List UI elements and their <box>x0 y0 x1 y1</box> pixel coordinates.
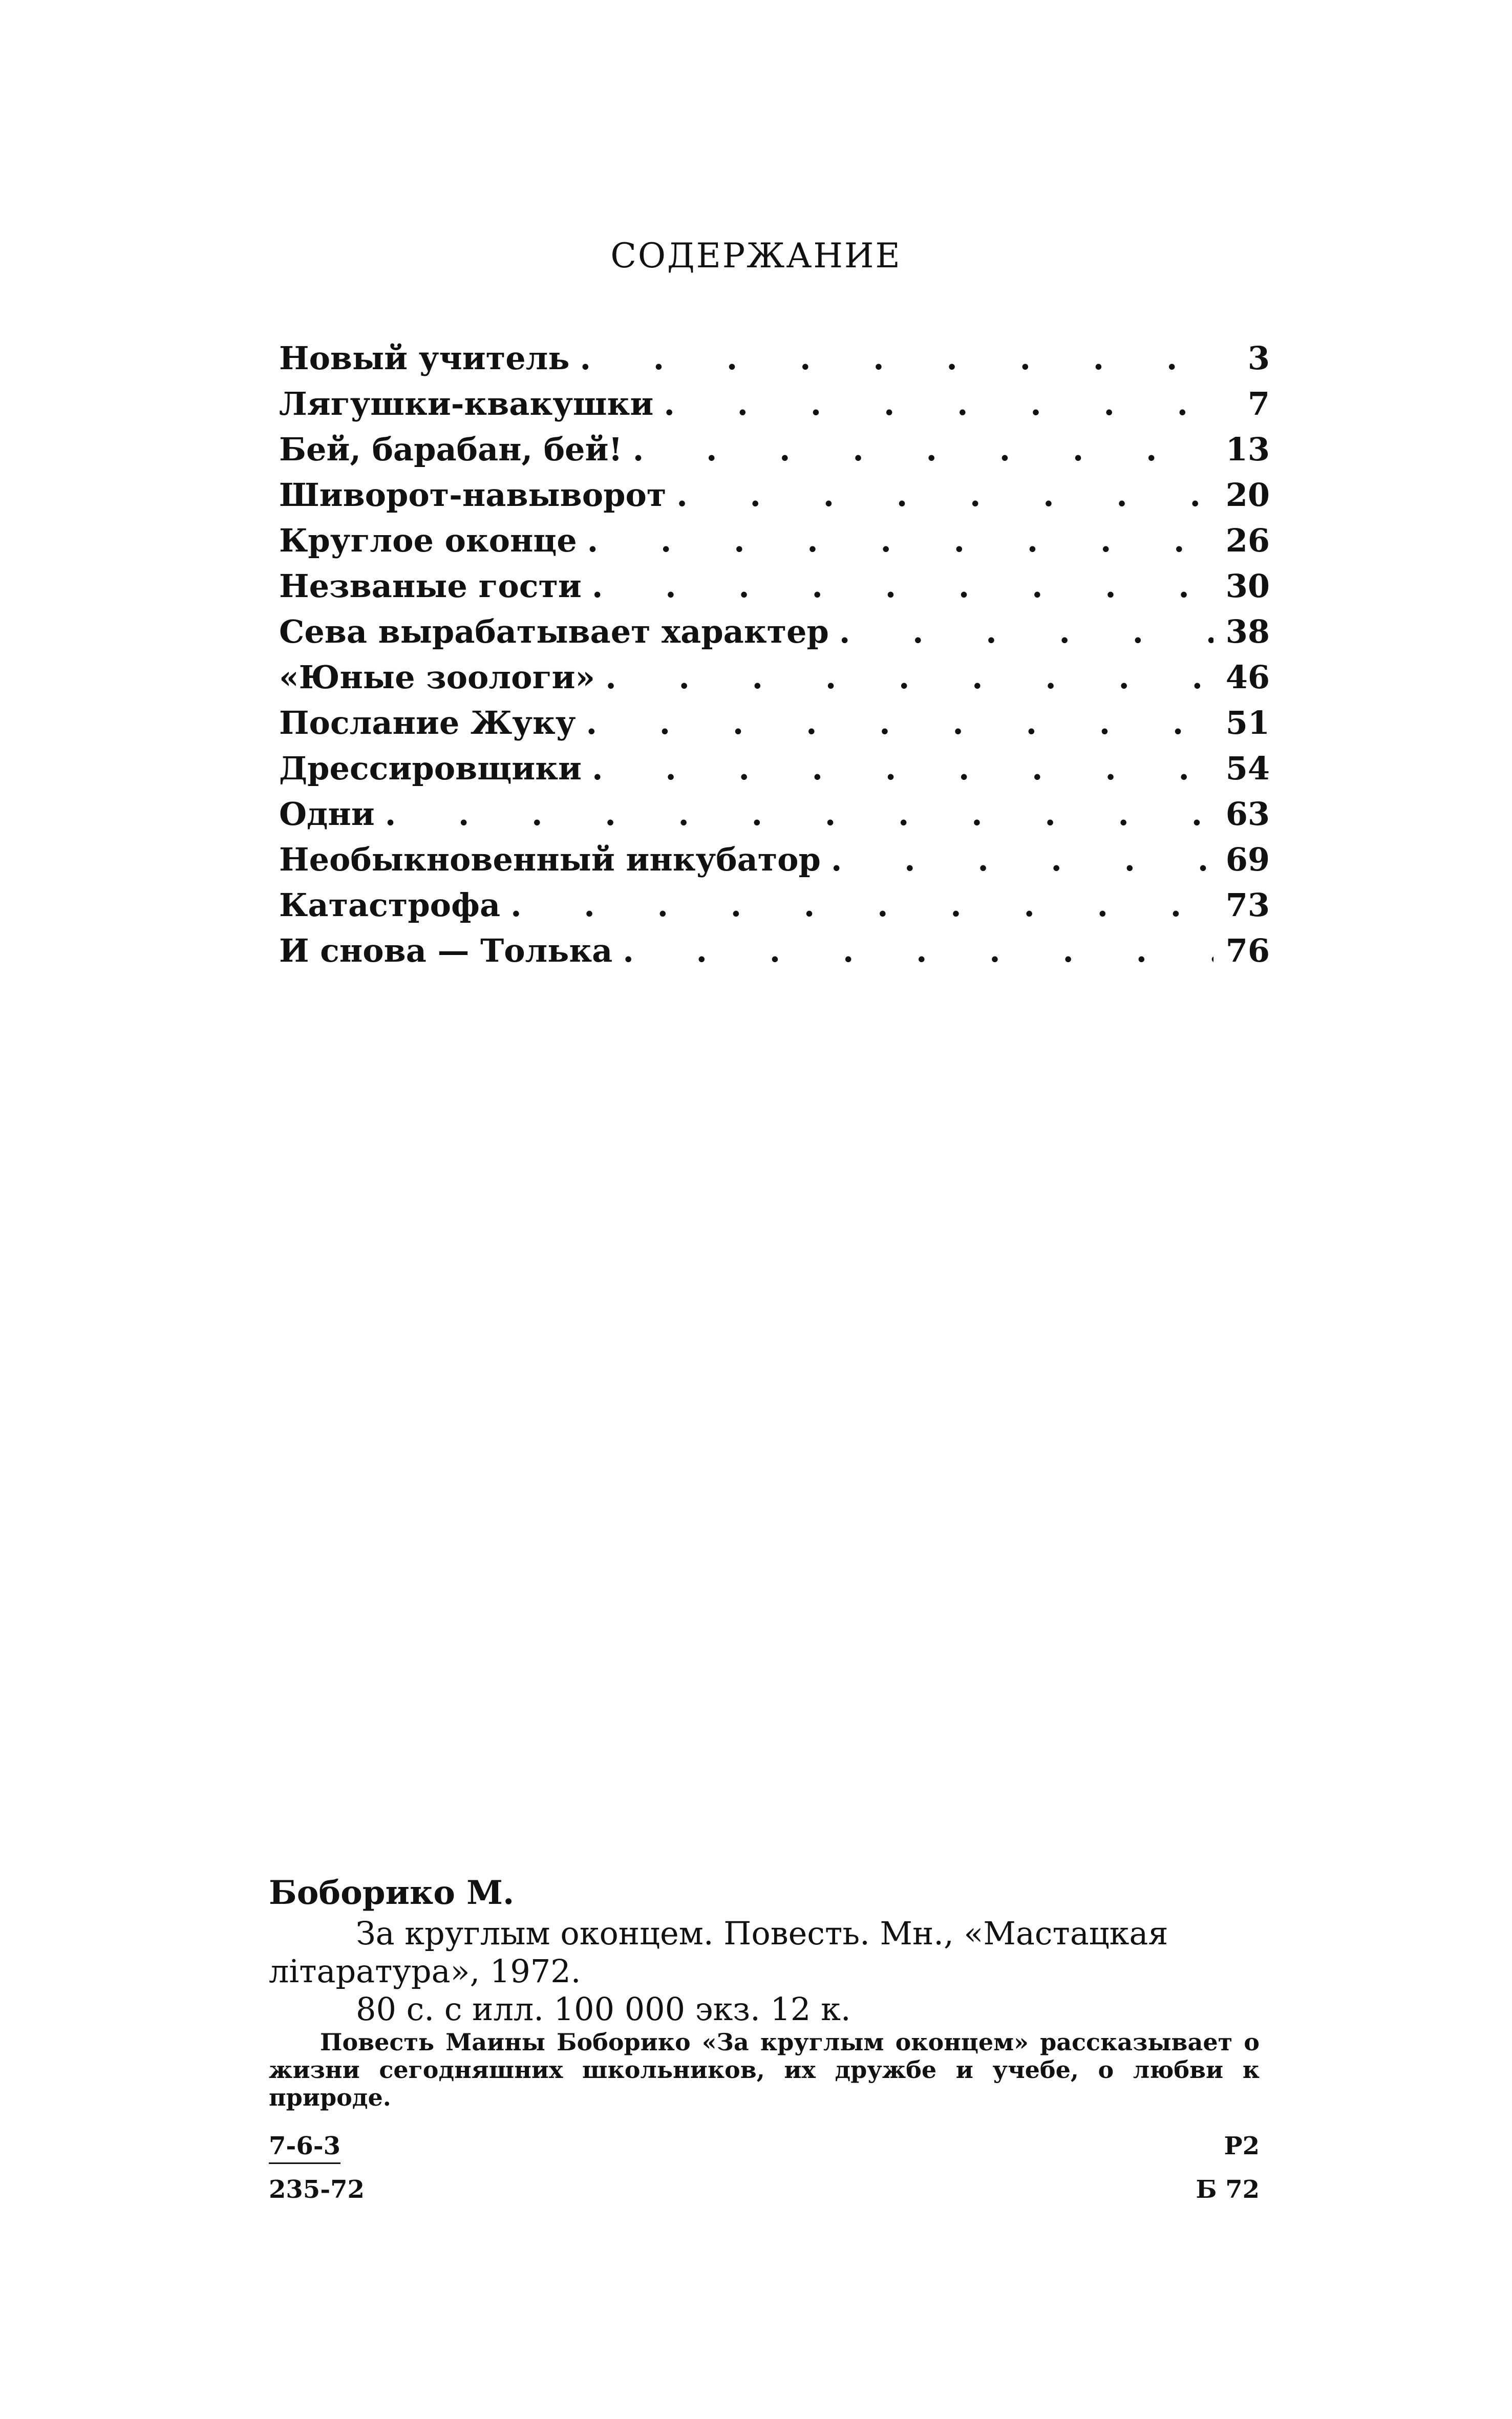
toc-entry-title: Послание Жуку <box>279 700 586 746</box>
toc-entry-page: 20 <box>1225 476 1270 514</box>
catalog-card <box>269 1872 1260 2209</box>
toc-entry-page: 13 <box>1225 431 1270 468</box>
dot-leader <box>623 928 1213 973</box>
toc-entry[interactable] <box>279 563 1270 609</box>
author-mark: Б 72 <box>1196 2175 1260 2204</box>
toc-heading: СОДЕРЖАНИЕ <box>610 236 902 275</box>
catalog-author: Боборико М. <box>269 1874 515 1912</box>
toc-entry[interactable] <box>279 791 1270 837</box>
toc-entry-page: 46 <box>1225 659 1270 696</box>
dot-leader <box>586 700 1213 746</box>
toc-entry-title: Бей, барабан, бей! <box>279 427 633 472</box>
catalog-title-line-2: літаратура», 1972. <box>269 1953 581 1990</box>
toc-entry[interactable] <box>279 427 1270 472</box>
catalog-physical-description: 80 с. с илл. 100 000 экз. 12 к. <box>356 1990 851 2028</box>
toc-entry[interactable] <box>279 928 1270 973</box>
toc-entry-page: 30 <box>1225 567 1270 605</box>
toc-entry-title: Новый учитель <box>279 335 580 381</box>
toc-entry-title: Лягушки-квакушки <box>279 381 664 427</box>
toc-entry[interactable] <box>279 472 1270 518</box>
catalog-codes <box>269 2132 1260 2209</box>
dot-leader <box>676 472 1213 518</box>
toc-entry-title: Катастрофа <box>279 882 510 928</box>
toc-entry-page: 63 <box>1225 795 1270 833</box>
toc-entry-page: 54 <box>1225 750 1270 787</box>
toc-entry-page: 26 <box>1225 522 1270 559</box>
toc-entry-page: 7 <box>1247 385 1270 422</box>
catalog-annotation: Повесть Маины Боборико «За круглым оконцем» рассказывает о жизни сегодняшних школьников, их дружбе и учебе, о любви к природе. <box>269 2028 1260 2111</box>
toc-entry-title: И снова — Толька <box>279 928 623 973</box>
dot-leader <box>592 563 1213 609</box>
toc-entry-title: Одни <box>279 791 385 837</box>
toc-entry-title: «Юные зоологи» <box>279 654 605 700</box>
toc-entry-page: 3 <box>1247 339 1270 377</box>
classification-code: 7-6-3 <box>269 2132 340 2164</box>
dot-leader <box>839 609 1213 654</box>
catalog-title-line-1: За круглым оконцем. Повесть. Мн., «Мастацкая <box>356 1915 1168 1952</box>
toc-entry-page: 73 <box>1225 886 1270 924</box>
order-number: 235-72 <box>269 2175 365 2204</box>
toc-entry[interactable] <box>279 609 1270 654</box>
dot-leader <box>605 654 1213 700</box>
toc-entry[interactable] <box>279 700 1270 746</box>
dot-leader <box>510 882 1213 928</box>
toc-entry[interactable] <box>279 381 1270 427</box>
toc-entry-title: Дрессировщики <box>279 746 592 791</box>
toc-entry-page: 38 <box>1225 613 1270 650</box>
toc-entry[interactable] <box>279 335 1270 381</box>
toc-entry-page: 51 <box>1225 704 1270 741</box>
toc-entry[interactable] <box>279 746 1270 791</box>
toc-entry[interactable] <box>279 882 1270 928</box>
dot-leader <box>592 746 1213 791</box>
toc-entry-title: Незваные гости <box>279 563 592 609</box>
dot-leader <box>664 381 1213 427</box>
toc-entry[interactable] <box>279 837 1270 882</box>
toc-entry-page: 69 <box>1225 841 1270 878</box>
dot-leader <box>831 837 1213 882</box>
catalog-title-block <box>269 1915 1260 1990</box>
toc-entry[interactable] <box>279 518 1270 563</box>
dot-leader <box>580 335 1213 381</box>
dot-leader <box>633 427 1213 472</box>
toc-entry-title: Шиворот-навыворот <box>279 472 676 518</box>
toc-entry-page: 76 <box>1225 932 1270 969</box>
dot-leader <box>385 791 1213 837</box>
toc-entry-title: Круглое оконце <box>279 518 587 563</box>
library-index: Р2 <box>1224 2132 1260 2160</box>
toc-entry[interactable] <box>279 654 1270 700</box>
toc-list <box>279 335 1270 973</box>
toc-entry-title: Сева вырабатывает характер <box>279 609 839 654</box>
toc-entry-title: Необыкновенный инкубатор <box>279 837 831 882</box>
dot-leader <box>587 518 1213 563</box>
